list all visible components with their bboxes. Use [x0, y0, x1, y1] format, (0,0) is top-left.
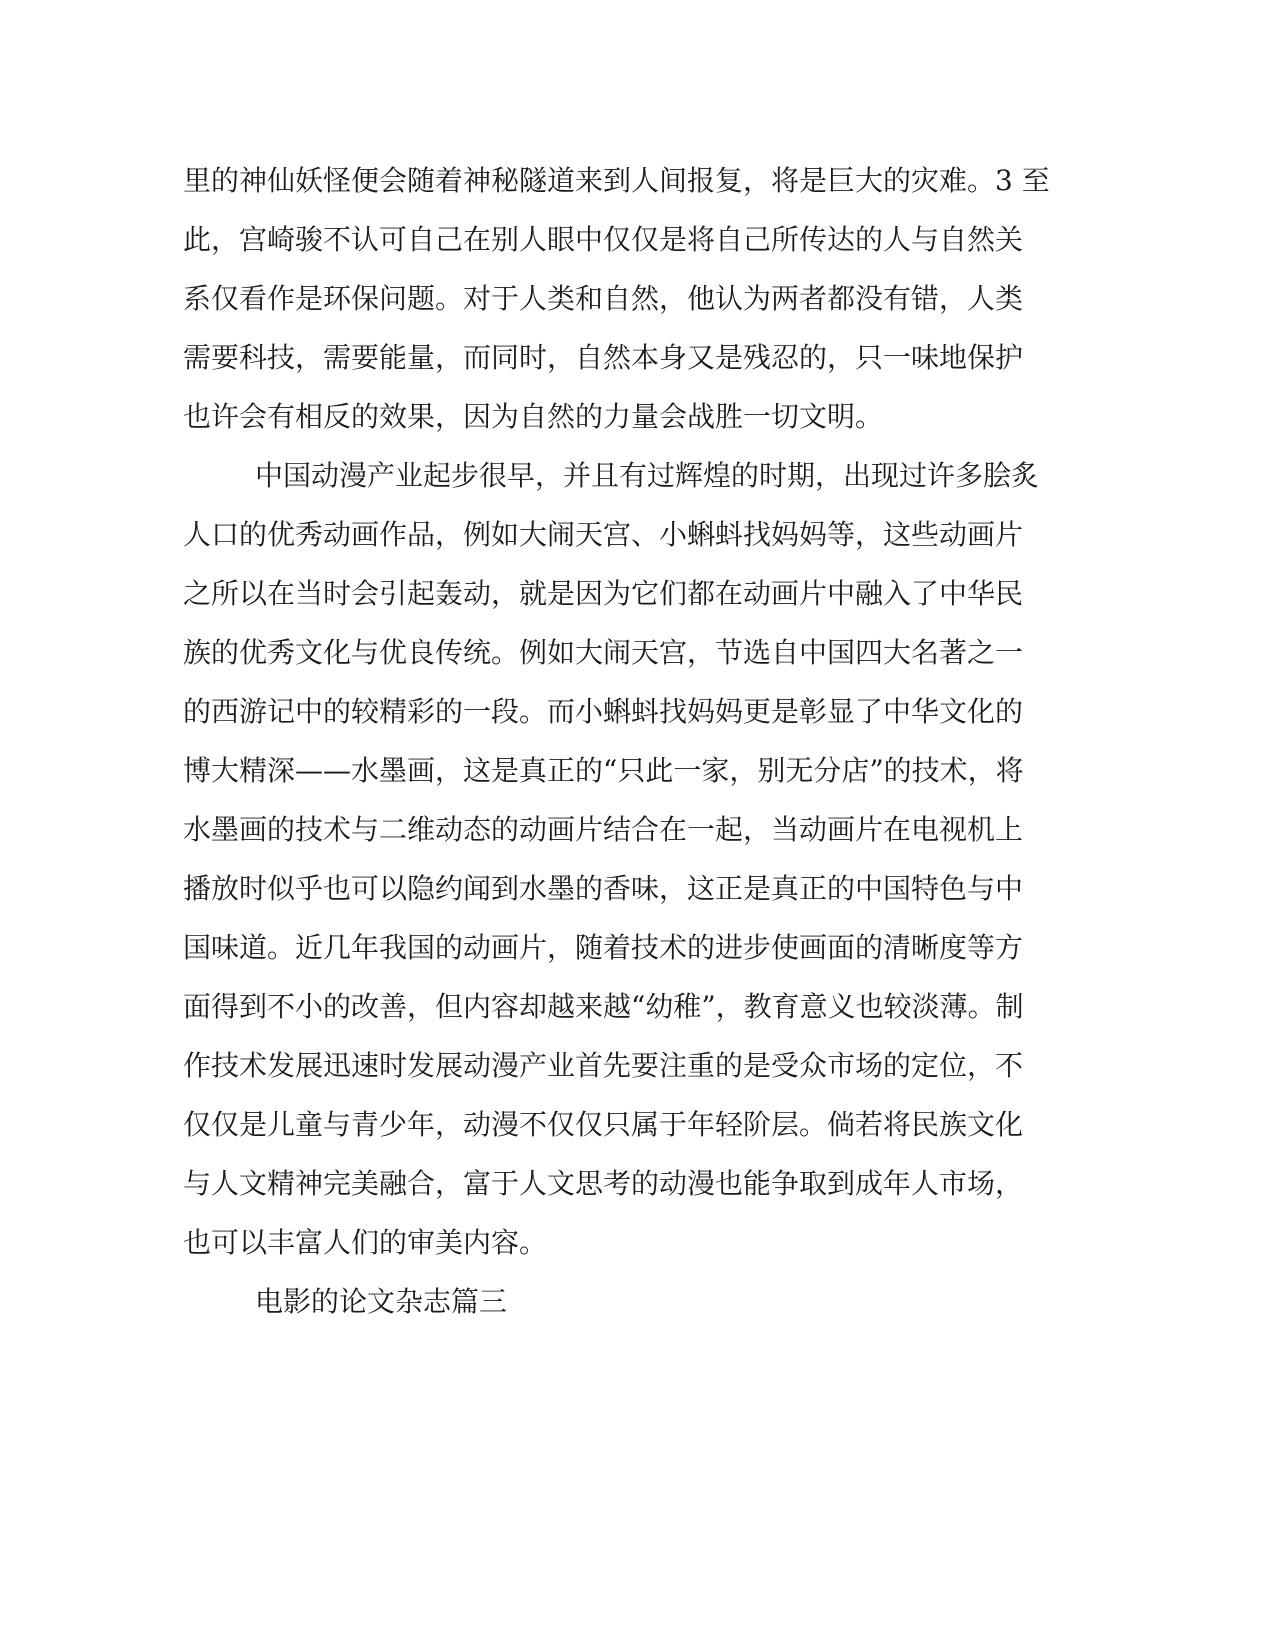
text-line-1: 里的神仙妖怪便会随着神秘隧道来到人间报复，将是巨大的灾难。3 至: [183, 164, 1050, 197]
text-line-9: 族的优秀文化与优良传统。例如大闹天宫，节选自中国四大名著之一: [183, 636, 1024, 669]
text-line-2: 此，宫崎骏不认可自己在别人眼中仅仅是将自己所传达的人与自然关: [183, 223, 1024, 256]
text-line-18: 与人文精神完美融合，富于人文思考的动漫也能争取到成年人市场，: [183, 1167, 1024, 1200]
text-line-5: 也许会有相反的效果，因为自然的力量会战胜一切文明。: [183, 400, 884, 433]
text-line-4: 需要科技，需要能量，而同时，自然本身又是残忍的，只一味地保护: [183, 341, 1024, 374]
text-line-13: 播放时似乎也可以隐约闻到水墨的香味，这正是真正的中国特色与中: [183, 872, 1024, 905]
text-line-14: 国味道。近几年我国的动画片，随着技术的进步使画面的清晰度等方: [183, 931, 1024, 964]
text-line-15: 面得到不小的改善，但内容却越来越“幼稚”，教育意义也较淡薄。制: [183, 990, 1024, 1023]
text-line-7: 人口的优秀动画作品，例如大闹天宫、小蝌蚪找妈妈等，这些动画片: [183, 518, 1024, 551]
text-line-16: 作技术发展迅速时发展动漫产业首先要注重的是受众市场的定位，不: [183, 1049, 1024, 1082]
text-line-17: 仅仅是儿童与青少年，动漫不仅仅只属于年轻阶层。倘若将民族文化: [183, 1108, 1024, 1141]
text-line-3: 系仅看作是环保问题。对于人类和自然，他认为两者都没有错，人类: [183, 282, 1024, 315]
text-line-10: 的西游记中的较精彩的一段。而小蝌蚪找妈妈更是彰显了中华文化的: [183, 695, 1024, 728]
text-line-11: 博大精深——水墨画，这是真正的“只此一家，别无分店”的技术，将: [183, 754, 1024, 787]
text-line-8: 之所以在当时会引起轰动，就是因为它们都在动画片中融入了中华民: [183, 577, 1024, 610]
section-heading: 电影的论文杂志篇三: [255, 1285, 508, 1318]
paragraph-start-line: 中国动漫产业起步很早，并且有过辉煌的时期，出现过许多脍炙: [255, 459, 1040, 492]
text-line-12: 水墨画的技术与二维动态的动画片结合在一起，当动画片在电视机上: [183, 813, 1024, 846]
text-line-19: 也可以丰富人们的审美内容。: [183, 1226, 548, 1259]
